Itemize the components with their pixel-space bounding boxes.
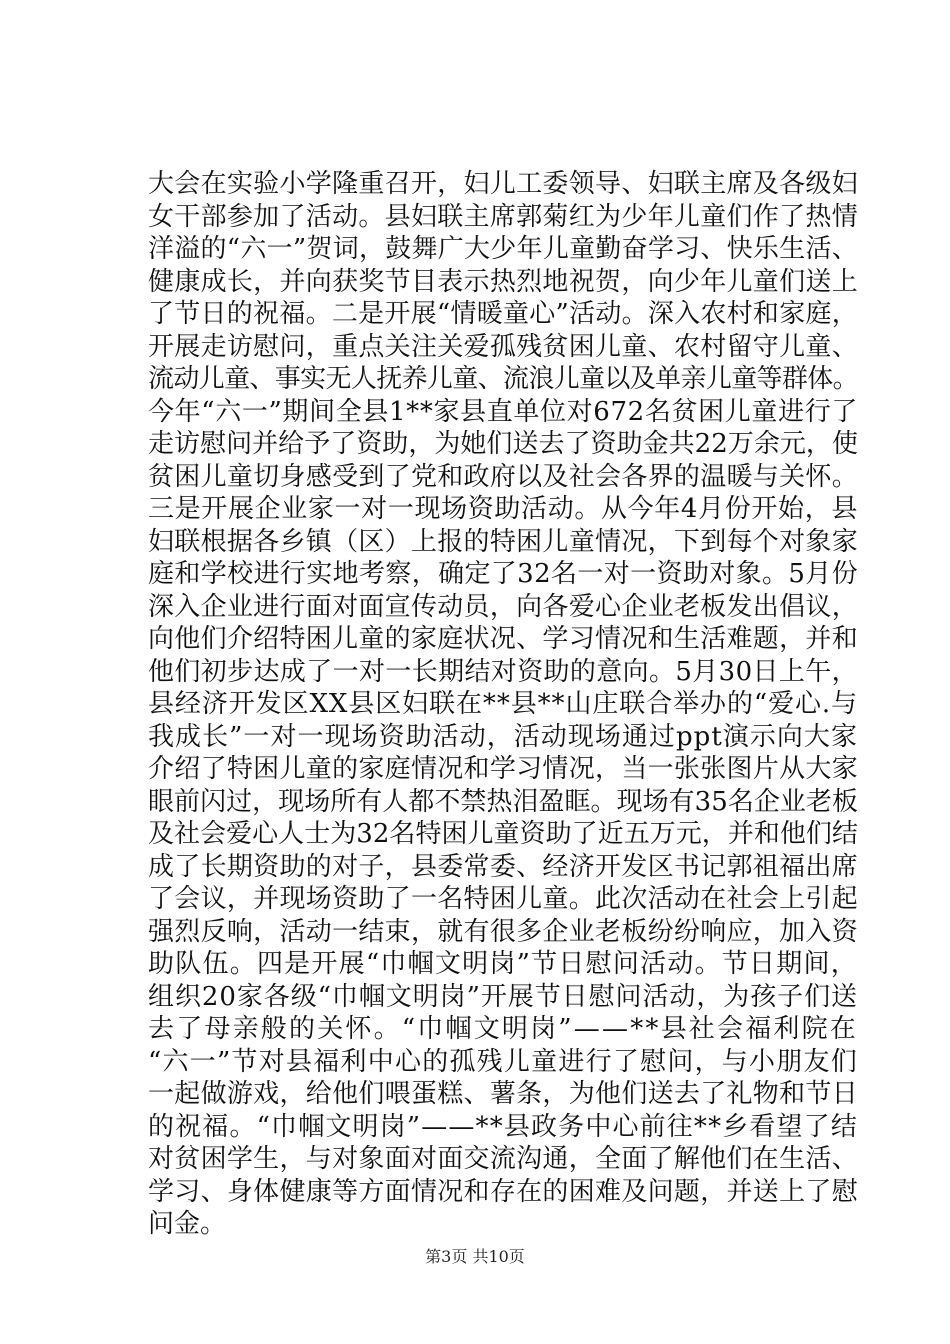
text-line: 及社会爱心人士为32名特困儿童资助了近五万元，并和他们结 bbox=[148, 819, 858, 849]
text-line: 眼前闪过，现场所有人都不禁热泪盈眶。现场有35名企业老板 bbox=[148, 786, 858, 817]
text-line: 强烈反响，活动一结束，就有很多企业老板纷纷响应，加入资 bbox=[148, 916, 858, 947]
text-line: 了会议，并现场资助了一名特困儿童。此次活动在社会上引起 bbox=[148, 884, 858, 914]
page-number-footer: 第3页 共10页 bbox=[425, 1247, 525, 1266]
text-line: 流动儿童、事实无人抚养儿童、流浪儿童以及单亲儿童等群体。 bbox=[148, 364, 858, 394]
text-line: 向他们介绍特困儿童的家庭状况、学习情况和生活难题，并和 bbox=[148, 624, 858, 654]
text-line: 庭和学校进行实地考察，确定了32名一对一资助对象。5月份 bbox=[148, 559, 858, 589]
text-line: 县经济开发区XX县区妇联在**县**山庄联合举办的“爱心.与 bbox=[148, 689, 858, 719]
text-line: 一起做游戏，给他们喂蛋糕、薯条，为他们送去了礼物和节日 bbox=[148, 1079, 858, 1109]
text-line: 三是开展企业家一对一现场资助活动。从今年4月份开始，县 bbox=[148, 494, 858, 524]
text-line: 深入企业进行面对面宣传动员，向各爱心企业老板发出倡议， bbox=[148, 591, 858, 622]
text-line: 了节日的祝福。二是开展“情暖童心”活动。深入农村和家庭， bbox=[148, 299, 858, 329]
text-line: 贫困儿童切身感受到了党和政府以及社会各界的温暖与关怀。 bbox=[148, 461, 858, 492]
text-line: 健康成长，并向获奖节目表示热烈地祝贺，向少年儿童们送上 bbox=[148, 266, 858, 297]
text-line: 学习、身体健康等方面情况和存在的困难及问题，并送上了慰 bbox=[148, 1176, 858, 1207]
text-line: 大会在实验小学隆重召开，妇儿工委领导、妇联主席及各级妇 bbox=[148, 169, 858, 199]
text-line: 介绍了特困儿童的家庭情况和学习情况，当一张张图片从大家 bbox=[148, 754, 858, 784]
text-line: 开展走访慰问，重点关注关爱孤残贫困儿童、农村留守儿童、 bbox=[148, 331, 858, 362]
text-line: 妇联根据各乡镇（区）上报的特困儿童情况，下到每个对象家 bbox=[148, 526, 858, 557]
text-line: 我成长”一对一现场资助活动，活动现场通过ppt演示向大家 bbox=[148, 721, 858, 752]
text-line: 对贫困学生，与对象面对面交流沟通，全面了解他们在生活、 bbox=[148, 1144, 858, 1174]
text-line: 洋溢的“六一”贺词，鼓舞广大少年儿童勤奋学习、快乐生活、 bbox=[148, 234, 858, 264]
text-line: 他们初步达成了一对一长期结对资助的意向。5月30日上午， bbox=[148, 656, 858, 687]
body-text bbox=[148, 168, 858, 1241]
text-line: “六一”节对县福利中心的孤残儿童进行了慰问，与小朋友们 bbox=[148, 1046, 858, 1077]
text-line: 走访慰问并给予了资助，为她们送去了资助金共22万余元，使 bbox=[148, 429, 858, 459]
text-line: 助队伍。四是开展“巾帼文明岗”节日慰问活动。节日期间， bbox=[148, 949, 858, 979]
text-line: 的祝福。“巾帼文明岗”——**县政务中心前往**乡看望了结 bbox=[148, 1111, 858, 1142]
text-line: 今年“六一”期间全县1**家县直单位对672名贫困儿童进行了 bbox=[148, 396, 858, 427]
text-line: 去了母亲般的关怀。“巾帼文明岗”——**县社会福利院在 bbox=[148, 1014, 858, 1044]
text-line: 成了长期资助的对子，县委常委、经济开发区书记郭祖福出席 bbox=[148, 851, 858, 882]
text-line: 女干部参加了活动。县妇联主席郭菊红为少年儿童们作了热情 bbox=[148, 201, 858, 232]
text-line: 组织20家各级“巾帼文明岗”开展节日慰问活动，为孩子们送 bbox=[148, 981, 858, 1012]
text-line: 问金。 bbox=[148, 1209, 227, 1239]
